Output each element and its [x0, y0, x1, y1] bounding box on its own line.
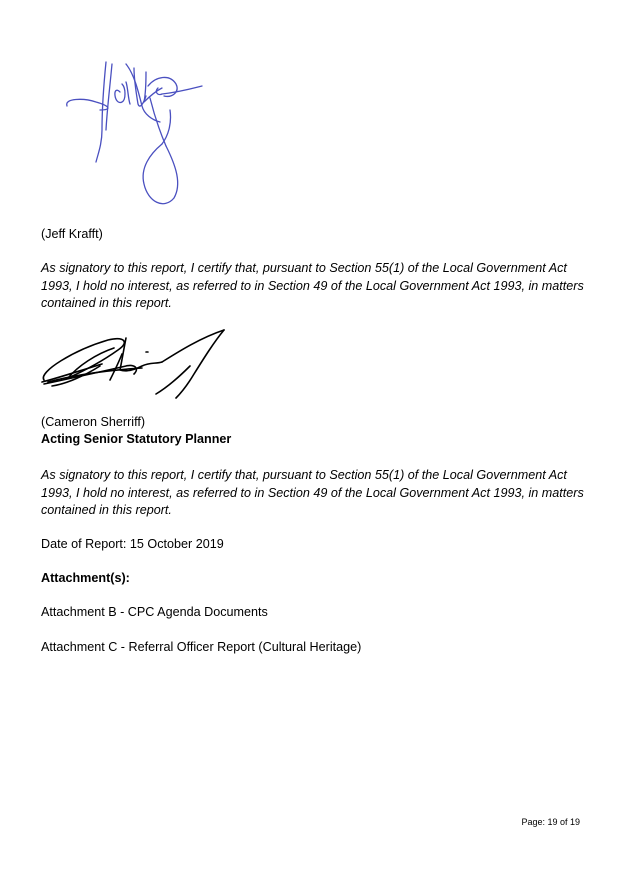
signatory-1-certification-line-3: contained in this report.: [41, 296, 172, 310]
signatory-2-certification-line-1: As signatory to this report, I certify that, pursuant to Section 55(1) of the Local Government Act: [41, 468, 567, 482]
report-date: Date of Report: 15 October 2019: [41, 537, 224, 551]
attachment-item: Attachment C - Referral Officer Report (Cultural Heritage): [41, 640, 362, 654]
signatory-1-certification-line-2: 1993, I hold no interest, as referred to in Section 49 of the Local Government Act 1993, in matters: [41, 278, 584, 293]
page-number: Page: 19 of 19: [521, 817, 580, 827]
signatory-2-title: Acting Senior Statutory Planner: [41, 432, 232, 446]
signatory-2-name: (Cameron Sherriff): [41, 415, 146, 429]
attachment-item: Attachment B - CPC Agenda Documents: [41, 605, 268, 619]
signatory-2-certification-line-3: contained in this report.: [41, 503, 172, 517]
signatory-1-certification-line-1: As signatory to this report, I certify that, pursuant to Section 55(1) of the Local Government Act: [41, 261, 567, 275]
signatory-2-certification-line-2: 1993, I hold no interest, as referred to in Section 49 of the Local Government Act 1993, in matters: [41, 485, 584, 500]
signature-jeff-krafft-image: [62, 58, 212, 208]
signatory-1-name: (Jeff Krafft): [41, 227, 103, 241]
attachments-heading: Attachment(s):: [41, 571, 130, 585]
signature-cameron-sherriff-image: [38, 328, 230, 412]
